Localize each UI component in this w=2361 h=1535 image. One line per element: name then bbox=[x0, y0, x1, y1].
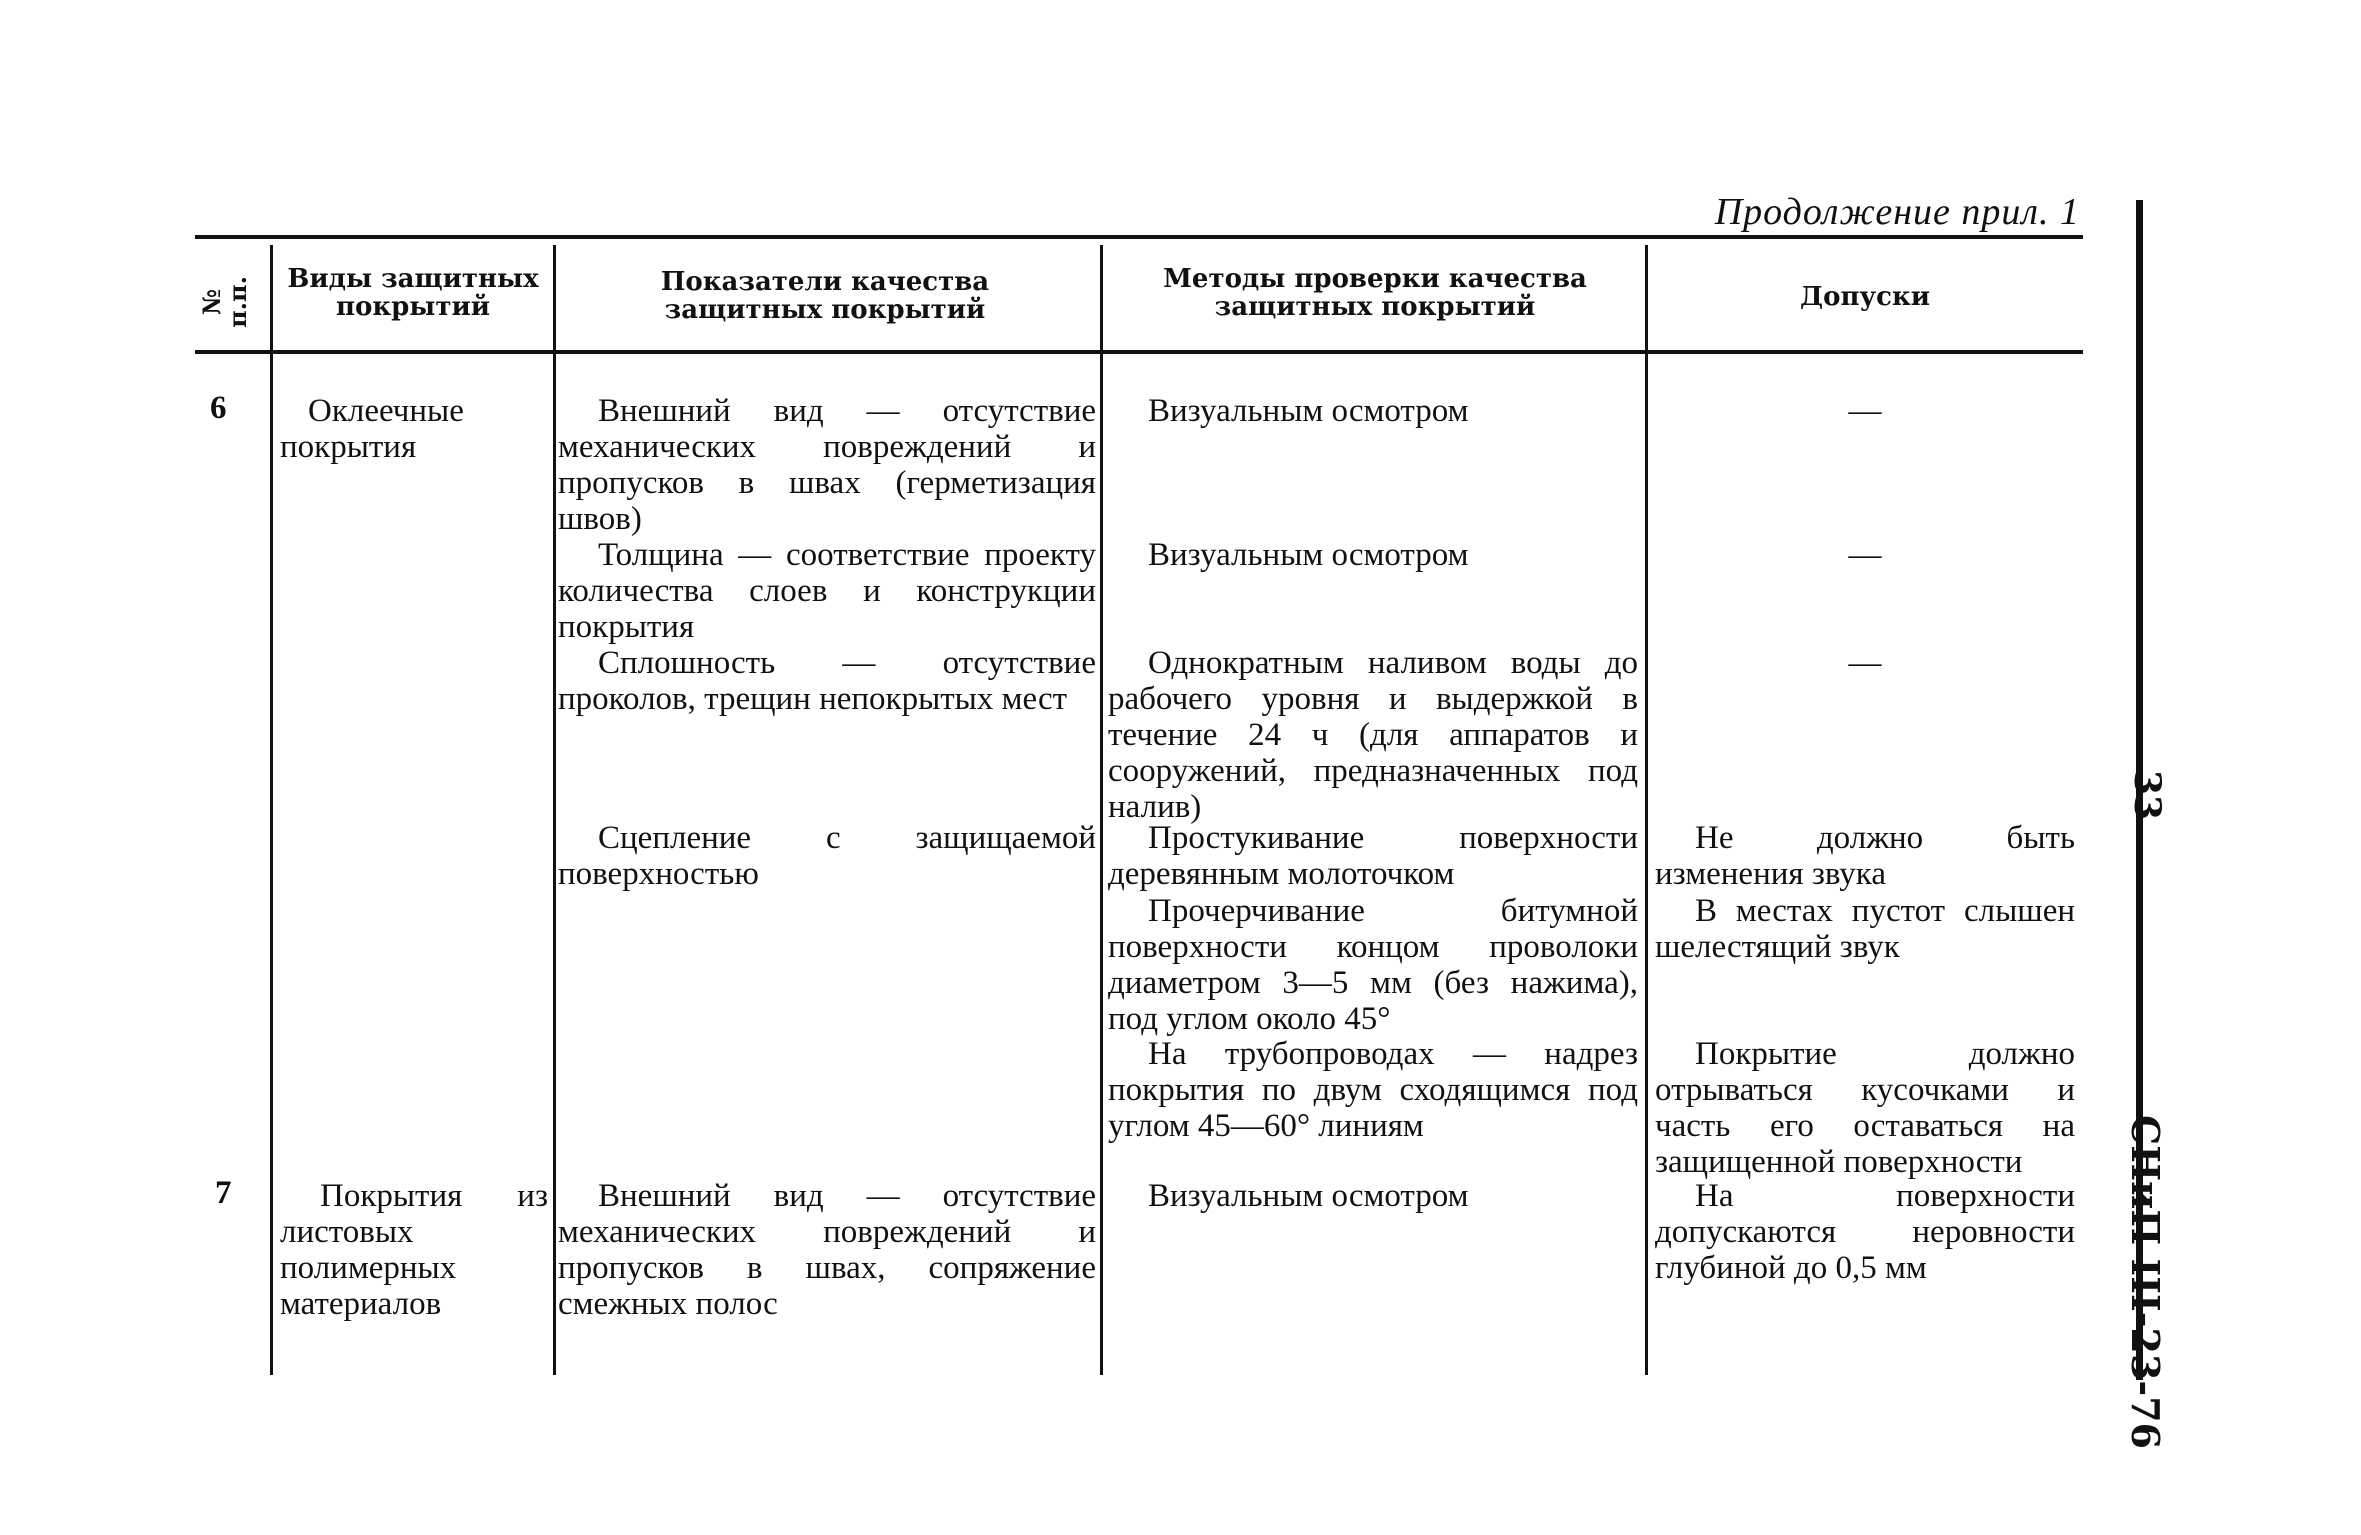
column-divider bbox=[270, 245, 273, 1375]
tolerance: В местах пустот слышен шелестящий звук bbox=[1655, 893, 2075, 965]
column-divider bbox=[553, 245, 556, 1375]
check-method: Однократным наливом воды до рабочего уровня и выдержкой в течение 24 ч (для аппаратов и сооружений, предназначенных под налив) bbox=[1108, 645, 1638, 825]
column-divider bbox=[1100, 245, 1103, 1375]
coating-type: Оклеечные покрытия bbox=[280, 393, 464, 465]
header-tolerances: Допуски bbox=[1799, 282, 1931, 312]
tolerance: Покрытие должно отрываться кусочками и часть его оставаться на защищенной поверхности bbox=[1655, 1036, 2075, 1180]
header-check-methods: Методы проверки качества защитных покрытий bbox=[1163, 264, 1587, 322]
header-number: № п.п. bbox=[197, 276, 252, 328]
check-method: Простукивание поверхности деревянным молоточком bbox=[1108, 820, 1638, 892]
quality-indicator: Внешний вид — отсутствие механических повреждений и пропусков в швах, сопряжение смежных полос bbox=[558, 1178, 1096, 1322]
column-divider bbox=[1645, 245, 1648, 1375]
tolerance: — bbox=[1848, 537, 1882, 573]
table-top-rule bbox=[195, 235, 2083, 239]
tolerance: — bbox=[1848, 645, 1882, 681]
document-code: СНиП III-23-76 bbox=[2123, 1115, 2168, 1450]
tolerance: На поверхности допускаются неровности глубиной до 0,5 мм bbox=[1655, 1178, 2075, 1286]
header-quality-indicators: Показатели качества защитных покрытий bbox=[660, 267, 990, 325]
page-number: 33 bbox=[2126, 770, 2168, 821]
tolerance: — bbox=[1848, 393, 1882, 429]
coating-type: Покрытия из листовых полимерных материалов bbox=[280, 1178, 548, 1322]
check-method: Прочерчивание битумной поверхности концом проволоки диаметром 3—5 мм (без нажима), под углом около 45° bbox=[1108, 893, 1638, 1037]
check-method: Визуальным осмотром bbox=[1148, 537, 1469, 573]
table-header-rule bbox=[195, 350, 2083, 354]
tolerance: Не должно быть изменения звука bbox=[1655, 820, 2075, 892]
continuation-caption: Продолжение прил. 1 bbox=[1714, 191, 2080, 233]
check-method: Визуальным осмотром bbox=[1148, 1178, 1469, 1214]
check-method: На трубопроводах — надрез покрытия по двум сходящимся под углом 45—60° линиям bbox=[1108, 1036, 1638, 1144]
row-number: 6 bbox=[210, 390, 227, 426]
header-coating-types: Виды защитных покрытий bbox=[287, 264, 539, 322]
row-number: 7 bbox=[215, 1175, 232, 1211]
quality-indicator: Внешний вид — отсутствие механических повреждений и пропусков в швах (герметизация швов) bbox=[558, 393, 1096, 537]
check-method: Визуальным осмотром bbox=[1148, 393, 1469, 429]
quality-indicator: Сцепление с защищаемой поверхностью bbox=[558, 820, 1096, 892]
quality-indicator: Сплошность — отсутствие проколов, трещин непокрытых мест bbox=[558, 645, 1096, 717]
quality-indicator: Толщина — соответствие проекту количества слоев и конструкции покрытия bbox=[558, 537, 1096, 645]
